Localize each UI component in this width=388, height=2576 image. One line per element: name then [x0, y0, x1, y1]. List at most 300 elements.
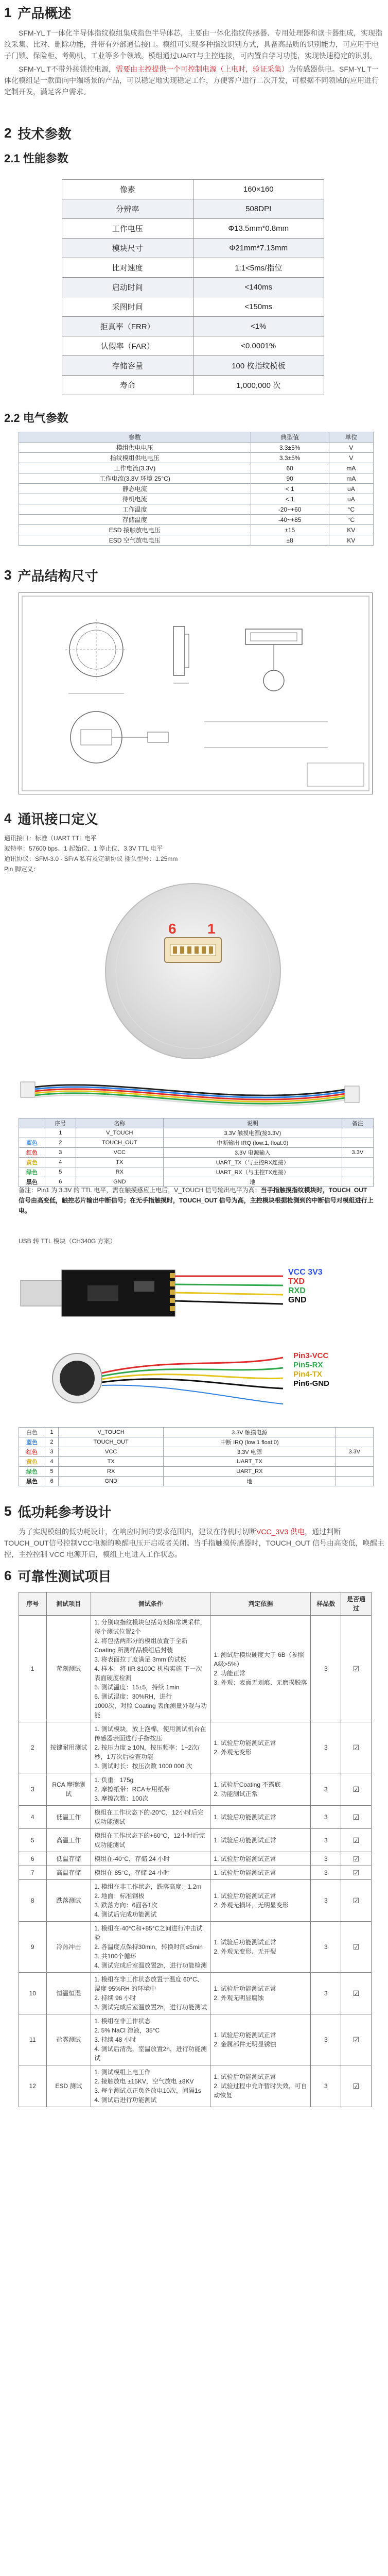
cable-photo — [15, 1072, 371, 1118]
pin-remark — [336, 1457, 373, 1467]
elec-row — [19, 453, 374, 463]
test-pass-checkbox: ☑ — [341, 2014, 372, 2065]
test-header-cell: 样品数 — [311, 1592, 341, 1616]
elec-row — [19, 525, 374, 535]
elec-cell: 存储温度 — [19, 515, 251, 525]
test-item: 盐雾测试 — [46, 2014, 91, 2065]
pin-name: VCC — [76, 1148, 163, 1158]
perf-row — [62, 356, 324, 376]
pin-remark — [342, 1158, 373, 1167]
pin-color: 黄色 — [19, 1158, 45, 1167]
pin-desc: 地 — [164, 1477, 336, 1486]
pin-name: TX — [76, 1158, 163, 1167]
test-judgement: 1. 试验后功能测试正常 2. 试验过程中允许暂时失效，可自动恢复 — [210, 2065, 311, 2107]
test-item: 按键耐用测试 — [46, 1722, 91, 1773]
test-row — [19, 1829, 372, 1852]
perf-value: <150ms — [193, 297, 324, 317]
pin-color: 蓝色 — [19, 1437, 45, 1447]
elec-cell: °C — [329, 515, 373, 525]
pin-number-right: 1 — [207, 921, 216, 937]
elec-cell: 60 — [251, 463, 329, 473]
sensor-label-gnd: Pin6-GND — [293, 1379, 330, 1388]
test-row — [19, 2014, 372, 2065]
test-condition: 1. 测试模块，放上泡棉，使用测试机台在传感器表面进行手指按压 2. 按压力度 ≥ 10N，按压频率：1~2次/秒，1万次后检查功能 3. 测试时长：按压次数 1000 000 次 — [91, 1722, 210, 1773]
test-no: 6 — [19, 1852, 47, 1866]
perf-row — [62, 239, 324, 258]
test-row — [19, 1852, 372, 1866]
pin-row — [19, 1457, 374, 1467]
elec-header-cell: 参数 — [19, 432, 251, 443]
test-qty: 3 — [311, 1880, 341, 1922]
pin-name: TOUCH_OUT — [59, 1437, 164, 1447]
section-title — [4, 124, 385, 143]
perf-value: <140ms — [193, 278, 324, 297]
test-row — [19, 1922, 372, 1973]
perf-key: 比对速度 — [62, 258, 193, 278]
perf-key: 认假率（FAR） — [62, 336, 193, 356]
section-interface — [4, 809, 385, 874]
test-item: 跌落测试 — [46, 1880, 91, 1922]
test-header-cell: 是否通过 — [341, 1592, 372, 1616]
section-number: 2 — [4, 125, 12, 141]
perf-key: 像素 — [62, 180, 193, 199]
test-item: RCA 摩擦测试 — [46, 1773, 91, 1806]
pin-remark — [342, 1138, 373, 1148]
pin-remark — [342, 1128, 373, 1138]
test-qty: 3 — [311, 2065, 341, 2107]
elec-row — [19, 484, 374, 494]
elec-row — [19, 535, 374, 546]
test-item: 高温工作 — [46, 1829, 91, 1852]
para-text: 为传感器供电。SFM-YL T一体化模组是一款面向中端场景的产品，可以稳定地实现稳定工作，方便客户进行二次开发，可根据不同领域的应用进行定制开发，满足客户需求。 — [4, 65, 379, 96]
elec-header-cell: 单位 — [329, 432, 373, 443]
pin-row — [19, 1167, 374, 1177]
module-photo — [100, 878, 286, 1064]
section-heading: 技术参数 — [17, 126, 72, 142]
test-judgement: 1. 试验后Coating 不露底 2. 功能测试正常 — [210, 1773, 311, 1806]
pin-index: 1 — [45, 1128, 76, 1138]
pin-name: GND — [59, 1477, 164, 1486]
test-item: 低温工作 — [46, 1806, 91, 1829]
pin-header-cell: 名称 — [76, 1118, 163, 1128]
test-pass-checkbox: ☑ — [341, 1973, 372, 2014]
intro-line: 通讯接口：标准（UART TTL 电平 — [4, 835, 97, 842]
section-number: 3 — [4, 567, 12, 583]
section-heading: 产品概述 — [17, 6, 72, 21]
elec-cell: ±8 — [251, 535, 329, 546]
pin-header-color — [19, 1118, 45, 1128]
test-row — [19, 1616, 372, 1722]
pin-table-2 — [19, 1427, 374, 1486]
pin-desc: UART_RX（与主控TX连接） — [163, 1167, 342, 1177]
usb-label-list — [288, 1268, 323, 1305]
elec-subtitle: 2.2 电气参数 — [4, 412, 68, 425]
perf-key: 拒真率（FRR） — [62, 317, 193, 336]
perf-row — [62, 297, 324, 317]
pin-index: 4 — [45, 1457, 59, 1467]
test-condition: 模组在-40°C，存储 24 小时 — [91, 1852, 210, 1866]
test-no: 1 — [19, 1616, 47, 1722]
test-item: 冷热冲击 — [46, 1922, 91, 1973]
pin-color: 白色 — [19, 1428, 45, 1437]
pin-desc: 中断输出 IRQ (low:1, float:0) — [163, 1138, 342, 1148]
connector-view — [245, 629, 302, 645]
test-row — [19, 1773, 372, 1806]
test-qty: 3 — [311, 2014, 341, 2065]
elec-cell: 90 — [251, 473, 329, 484]
pin-remark — [336, 1428, 373, 1437]
para-text: 为了实现模组的低功耗设计，在响应时间的要求范围内，建议在待机时切断 — [19, 1528, 256, 1536]
section-tech-params — [4, 124, 385, 166]
usb-label-gnd: GND — [288, 1296, 307, 1304]
test-qty: 3 — [311, 1866, 341, 1880]
pin-row — [19, 1158, 374, 1167]
test-header-cell: 测试条件 — [91, 1592, 210, 1616]
pin-desc: UART_TX — [164, 1457, 336, 1467]
test-no: 7 — [19, 1866, 47, 1880]
perf-row — [62, 317, 324, 336]
test-header-cell: 判定依据 — [210, 1592, 311, 1616]
test-condition: 模组在 85°C，存储 24 小时 — [91, 1866, 210, 1880]
elec-cell: 模组供电电压 — [19, 443, 251, 453]
section-heading: 可靠性测试项目 — [17, 1569, 112, 1584]
test-judgement: 1. 试验后功能测试正常 2. 外观无损坏，无明显变形 — [210, 1880, 311, 1922]
pin-remark: 3.3V — [336, 1447, 373, 1457]
perf-key: 寿命 — [62, 376, 193, 395]
pin-header-cell: 说明 — [163, 1118, 342, 1128]
test-row — [19, 1806, 372, 1829]
section-heading: 产品结构尺寸 — [17, 568, 98, 584]
test-header-cell: 测试项目 — [46, 1592, 91, 1616]
perf-value: 160×160 — [193, 180, 324, 199]
pin-desc: UART_TX（与主控RX连接） — [163, 1158, 342, 1167]
perf-value: 508DPI — [193, 199, 324, 219]
test-pass-checkbox: ☑ — [341, 1852, 372, 1866]
test-pass-checkbox: ☑ — [341, 1722, 372, 1773]
section-number: 1 — [4, 5, 12, 20]
pin-remark — [342, 1167, 373, 1177]
pin-name: TOUCH_OUT — [76, 1138, 163, 1148]
pin-index: 1 — [45, 1428, 59, 1437]
title-block — [307, 763, 364, 786]
test-no: 11 — [19, 2014, 47, 2065]
perf-key: 工作电压 — [62, 219, 193, 239]
sensor-label-rx: Pin5-RX — [293, 1361, 323, 1369]
elec-table — [19, 432, 374, 546]
test-judgement: 1. 试验后功能测试正常 — [210, 1806, 311, 1829]
test-item: 恒温恒湿 — [46, 1973, 91, 2014]
test-pass-checkbox: ☑ — [341, 1616, 372, 1722]
test-condition: 1. 测试模组上电工作 2. 接触放电 ±15KV，空气放电 ±8KV 3. 每个测试点正负各放电10次，间隔1s 4. 测试后进行功能测试 — [91, 2065, 210, 2107]
usb-caption: USB 转 TTL 模块（CH340G 方案） — [19, 1238, 116, 1245]
elec-cell: -40~+85 — [251, 515, 329, 525]
perf-row — [62, 278, 324, 297]
test-qty: 3 — [311, 1852, 341, 1866]
pin-color: 黑色 — [19, 1477, 45, 1486]
usb-ttl-photo — [15, 1249, 371, 1337]
test-qty: 3 — [311, 1722, 341, 1773]
test-qty: 3 — [311, 1973, 341, 2014]
pin-color: 红色 — [19, 1447, 45, 1457]
elec-cell: 静态电流 — [19, 484, 251, 494]
section-heading: 通讯接口定义 — [17, 811, 98, 827]
pin-row — [19, 1477, 374, 1486]
pin-index: 4 — [45, 1158, 76, 1167]
pin-remark — [336, 1477, 373, 1486]
perf-row — [62, 376, 324, 395]
test-no: 10 — [19, 1973, 47, 2014]
perf-row — [62, 180, 324, 199]
test-qty: 3 — [311, 1773, 341, 1806]
test-item: 高温存储 — [46, 1866, 91, 1880]
pin-row — [19, 1428, 374, 1437]
elec-cell: 工作电流(3.3V 环境 25°C) — [19, 473, 251, 484]
section-title — [4, 3, 385, 22]
test-row — [19, 1866, 372, 1880]
pin-row — [19, 1467, 374, 1477]
pin-name: TX — [59, 1457, 164, 1467]
pin-desc: 3.3V 触摸电源 — [164, 1428, 336, 1437]
perf-key: 模块尺寸 — [62, 239, 193, 258]
pin-color: 黑色 — [19, 1177, 45, 1187]
test-condition: 1. 负重：175g 2. 摩擦纸带：RCA专用纸带 3. 摩擦次数：100次 — [91, 1773, 210, 1806]
elec-row — [19, 443, 374, 453]
elec-cell: mA — [329, 463, 373, 473]
elec-cell: V — [329, 453, 373, 463]
section-low-power — [4, 1502, 385, 1560]
pin-desc: 3.3V 电源输入 — [163, 1148, 342, 1158]
reliability-table — [19, 1592, 372, 2107]
pin-color: 绿色 — [19, 1167, 45, 1177]
pin-color: 蓝色 — [19, 1138, 45, 1148]
section-reliability — [4, 1566, 111, 1585]
perf-value: 1,000,000 次 — [193, 376, 324, 395]
perf-key: 启动时间 — [62, 278, 193, 297]
test-qty: 3 — [311, 1806, 341, 1829]
section-title — [4, 1502, 385, 1521]
perf-value: 1:1<5ms/指位 — [193, 258, 324, 278]
test-row — [19, 2065, 372, 2107]
pin-desc: 3.3V 触摸电源(接3.3V) — [163, 1128, 342, 1138]
test-condition: 模组在工作状态下的+60°C，12小时后完成功能测试 — [91, 1829, 210, 1852]
overview-paragraph-2 — [4, 63, 385, 97]
test-no: 5 — [19, 1829, 47, 1852]
para-text: ，通过判断TOUCH_OUT信号控制VCC电源的唤醒电压开启或者关闭。当手指触摸传感器时，TOUCH_OUT 信号由高变低，唤醒主控，主控控制 VCC 电源开启，模组上电进入工作状态。 — [4, 1528, 384, 1558]
pin-desc: 3.3V 电源 — [164, 1447, 336, 1457]
pin-desc: 中断 IRQ (low:1 float:0) — [164, 1437, 336, 1447]
usb-label-vcc: VCC 3V3 — [288, 1268, 323, 1277]
test-row — [19, 1880, 372, 1922]
pin-row — [19, 1128, 374, 1138]
test-judgement: 1. 试验后功能测试正常 2. 金属部件无明显锈蚀 — [210, 2014, 311, 2065]
test-no: 3 — [19, 1773, 47, 1806]
pin-remark — [336, 1467, 373, 1477]
pin-row — [19, 1138, 374, 1148]
test-judgement: 1. 试验后功能测试正常 — [210, 1829, 311, 1852]
test-row — [19, 1722, 372, 1773]
test-pass-checkbox: ☑ — [341, 1773, 372, 1806]
elec-cell: 3.3±5% — [251, 453, 329, 463]
test-qty: 3 — [311, 1829, 341, 1852]
usb-label-txd: TXD — [288, 1277, 305, 1286]
pin-index: 6 — [45, 1177, 76, 1187]
elec-cell: < 1 — [251, 484, 329, 494]
elec-cell: V — [329, 443, 373, 453]
test-header-cell: 序号 — [19, 1592, 47, 1616]
elec-cell: < 1 — [251, 494, 329, 504]
perf-subtitle: 2.1 性能参数 — [4, 152, 68, 165]
perf-value: <0.0001% — [193, 336, 324, 356]
intro-line: Pin 脚定义： — [4, 866, 40, 873]
elec-cell: uA — [329, 484, 373, 494]
pin-index: 3 — [45, 1447, 59, 1457]
elec-row — [19, 463, 374, 473]
test-judgement: 1. 试验后功能测试正常 2. 外观无变形、无开裂 — [210, 1922, 311, 1973]
test-item: ESD 测试 — [46, 2065, 91, 2107]
test-pass-checkbox: ☑ — [341, 1866, 372, 1880]
elec-cell: 待机电流 — [19, 494, 251, 504]
overview-paragraph: SFM-YL T一体化半导体指纹模组集成指色半导体芯，主要由一体化指纹传感器、专用处理器和读卡器组成，实现指纹采集、比对、删除功能，并带有外部通信接口。模组可实现多种指纹识别方式，具备高品质的识别能力，可应用于电子门锁、保险柜、考勤机、工业等多个领域。模组通过UART与主控连接，可内置自学习功能，实现快速稳定的识别。 — [4, 29, 383, 60]
perf-row — [62, 219, 324, 239]
elec-cell: 工作电流(3.3V) — [19, 463, 251, 473]
interface-intro — [4, 833, 385, 874]
test-row — [19, 1973, 372, 2014]
intro-line: 通讯协议：SFM-3.0 - SFrA 私有及定制协议 插头型号：1.25mm — [4, 855, 178, 862]
elec-cell: °C — [329, 504, 373, 515]
perf-key: 采图时间 — [62, 297, 193, 317]
elec-cell: -20~+60 — [251, 504, 329, 515]
note-text: 备注：Pin1 为 3.3V 的 TTL 电平，需在触摸感应上电后，V_TOUCH 信号输出电平为高； — [19, 1187, 261, 1194]
test-pass-checkbox: ☑ — [341, 2065, 372, 2107]
para-text: SFM-YL T不带外接锁控电源， — [19, 65, 116, 73]
test-condition: 1. 模组在非工作状态 2. 5% NaCl 溶液，35°C 3. 持续 48 小时 4. 测试后清洗，室温放置2h，进行功能测试 — [91, 2014, 210, 2065]
side-view — [173, 626, 185, 675]
elec-row — [19, 504, 374, 515]
section-title — [4, 809, 385, 828]
pin-index: 5 — [45, 1467, 59, 1477]
test-pass-checkbox: ☑ — [341, 1806, 372, 1829]
pin-remark: 3.3V — [342, 1148, 373, 1158]
test-pass-checkbox: ☑ — [341, 1922, 372, 1973]
test-judgement: 1. 试验后功能测试正常 2. 外观无明显腐蚀 — [210, 1973, 311, 2014]
pin-name: V_TOUCH — [76, 1128, 163, 1138]
perf-table — [62, 179, 324, 395]
pin-color — [19, 1128, 45, 1138]
drawing-svg — [19, 593, 372, 794]
elec-cell: 指纹模组供电电压 — [19, 453, 251, 463]
pin-index: 2 — [45, 1138, 76, 1148]
section-number: 4 — [4, 810, 12, 826]
perf-row — [62, 336, 324, 356]
pin-name: VCC — [59, 1447, 164, 1457]
pin-color: 绿色 — [19, 1467, 45, 1477]
test-condition: 模组在工作状态下的-20°C，12小时后完成功能测试 — [91, 1806, 210, 1829]
elec-header-cell: 典型值 — [251, 432, 329, 443]
section-overview — [4, 3, 385, 97]
pin-name: RX — [76, 1167, 163, 1177]
pin-name: GND — [76, 1177, 163, 1187]
test-judgement: 1. 试验后功能测试正常 2. 外观无变形 — [210, 1722, 311, 1773]
test-no: 8 — [19, 1880, 47, 1922]
perf-row — [62, 199, 324, 219]
perf-row — [62, 258, 324, 278]
elec-row — [19, 515, 374, 525]
test-judgement: 1. 试验后功能测试正常 — [210, 1852, 311, 1866]
sensor-label-list — [293, 1351, 329, 1388]
elec-cell: KV — [329, 525, 373, 535]
test-pass-checkbox: ☑ — [341, 1829, 372, 1852]
section-number: 5 — [4, 1503, 12, 1519]
intro-line: 波特率：57600 bps、1 起始位、1 停止位、3.3V TTL 电平 — [4, 845, 163, 852]
test-no: 9 — [19, 1922, 47, 1973]
elec-cell: 3.3±5% — [251, 443, 329, 453]
pin-name: V_TOUCH — [59, 1428, 164, 1437]
pin-table — [19, 1118, 374, 1187]
pin-row — [19, 1447, 374, 1457]
pin-index: 2 — [45, 1437, 59, 1447]
test-pass-checkbox: ☑ — [341, 1880, 372, 1922]
test-condition: 1. 模组在-40°C和+85°C之间进行冲击试验 2. 各温度点保持30min，转换时间≤5min 3. 共100个循环 4. 测试完成后室温放置2h，进行功能检测 — [91, 1922, 210, 1973]
sensor-label-tx: Pin4-TX — [293, 1370, 322, 1379]
pin-color: 红色 — [19, 1148, 45, 1158]
test-no: 12 — [19, 2065, 47, 2107]
pin-index: 3 — [45, 1148, 76, 1158]
elec-cell: ESD 空气放电电压 — [19, 535, 251, 546]
perf-key: 分辨率 — [62, 199, 193, 219]
elec-cell: KV — [329, 535, 373, 546]
sensor-wiring-photo — [15, 1337, 371, 1419]
test-condition: 1. 模组在非工作状态放置于温度 60°C、湿度 95%RH 的环境中 2. 持续 96 小时 3. 测试完成后室温放置2h，进行功能测试 — [91, 1973, 210, 2014]
test-no: 4 — [19, 1806, 47, 1829]
low-power-paragraph — [4, 1526, 385, 1560]
test-qty: 3 — [311, 1616, 341, 1722]
para-highlight: 需要由主控提供一个可控制电源（上电时，验证采集） — [116, 65, 289, 73]
perf-key: 存储容量 — [62, 356, 193, 376]
elec-cell: ±15 — [251, 525, 329, 535]
pin-header-cell: 序号 — [45, 1118, 76, 1128]
test-condition: 1. 分别取指纹模块包括苛刻和常规采样，每个测试位置2个 2. 将包括两部分的模组放置于全新Coating 所测样品模组后封装 3. 将表面拉丁度满足 3mm 的试板 4. 样本：将 IIR 8100C 机构实施 下一次表面硬度检测 5. 测试温度：15±5，持续 1min 6. 测试湿度：30%RH，进行 1000次，对照 Coating 表面测量外观与功能 — [91, 1616, 210, 1722]
test-judgement: 1. 测试后模块硬度大于 6B（参照A级>5%） 2. 功能正常 3. 外观：表面无划痕、无磨损脱落 — [210, 1616, 311, 1722]
test-judgement: 1. 试验后功能测试正常 — [210, 1866, 311, 1880]
elec-row — [19, 473, 374, 484]
note-highlight: 当手指触摸指纹模块时，TOUCH_OUT 信号由高变低，触控芯片输出中断信号；在无手指触摸时，TOUCH_OUT 信号为高，主控模块根据检测到的中断信号对模组进行上电。 — [19, 1187, 374, 1214]
pin-header-cell: 备注 — [342, 1118, 373, 1128]
test-item: 苛刻测试 — [46, 1616, 91, 1722]
pin-desc: 地 — [163, 1177, 342, 1187]
elec-cell: ESD 接触放电电压 — [19, 525, 251, 535]
perf-value: 100 枚指纹模板 — [193, 356, 324, 376]
pin-color: 黄色 — [19, 1457, 45, 1467]
test-no: 2 — [19, 1722, 47, 1773]
test-condition: 1. 模组在非工作状态，跌落高度：1.2m 2. 地面：标准钢板 3. 跌落方向：6面各1次 4. 测试后完成功能测试 — [91, 1880, 210, 1922]
pin-index: 5 — [45, 1167, 76, 1177]
para-highlight: VCC_3V3 供电 — [256, 1528, 305, 1536]
section-number: 6 — [4, 1568, 12, 1583]
elec-cell: 工作温度 — [19, 504, 251, 515]
test-qty: 3 — [311, 1922, 341, 1973]
pin-row — [19, 1437, 374, 1447]
pin-index: 6 — [45, 1477, 59, 1486]
elec-cell: uA — [329, 494, 373, 504]
perf-value: <1% — [193, 317, 324, 336]
pin-remark — [336, 1437, 373, 1447]
section-dimensions — [4, 566, 98, 585]
perf-value: Φ13.5mm*0.8mm — [193, 219, 324, 239]
pin-number-left: 6 — [168, 921, 177, 937]
section-heading: 低功耗参考设计 — [17, 1504, 112, 1520]
test-item: 低温存储 — [46, 1852, 91, 1866]
usb-label-rxd: RXD — [288, 1286, 306, 1295]
